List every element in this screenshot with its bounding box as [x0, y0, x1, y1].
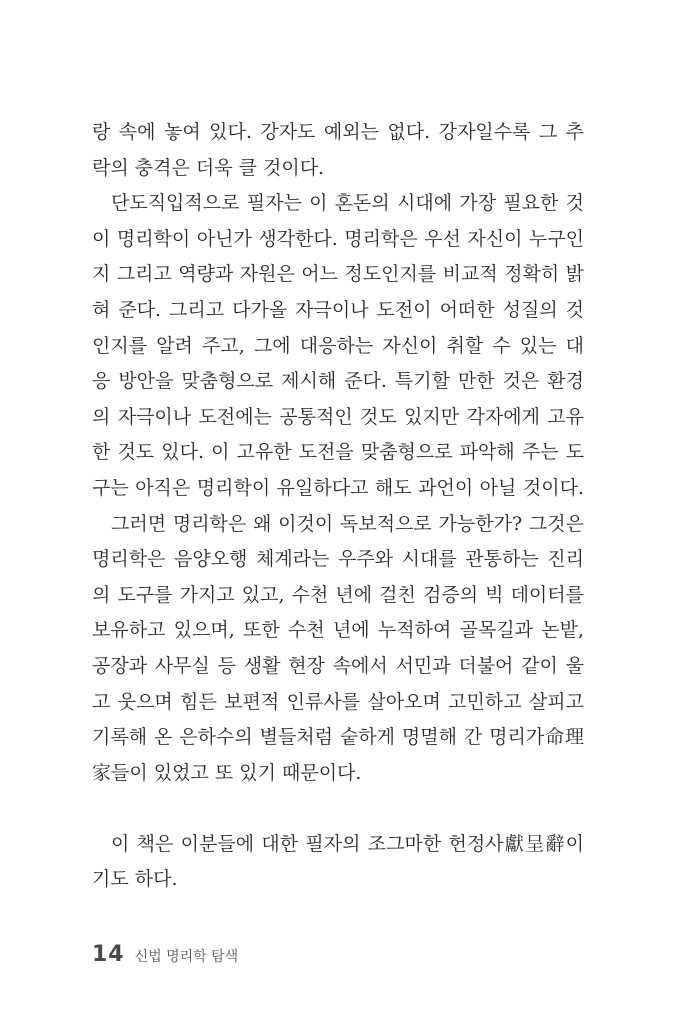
text-line: 구는 아직은 명리학이 유일하다고 해도 과언이 아닐 것이다.	[92, 476, 584, 499]
text-line: 한 것도 있다. 이 고유한 도전을 맞춤형으로 파악해 주는 도	[92, 441, 584, 464]
text-line: 인지를 알려 주고, 그에 대응하는 자신이 취할 수 있는 대	[92, 334, 584, 357]
text-line: 家들이 있었고 또 있기 때문이다.	[92, 761, 362, 784]
text-line: 랑 속에 놓여 있다. 강자도 예외는 없다. 강자일수록 그 추	[92, 121, 584, 143]
text-line: 그러면 명리학은 왜 이것이 독보적으로 가능한가? 그것은	[111, 512, 584, 535]
text-line: 의 자극이나 도전에는 공통적인 것도 있지만 각자에게 고유	[92, 405, 584, 428]
text-line: 락의 충격은 더욱 클 것이다.	[92, 156, 325, 179]
text-line: 기록해 온 은하수의 별들처럼 숱하게 명멸해 간 명리가命理	[92, 726, 584, 749]
text-line: 응 방안을 맞춤형으로 제시해 준다. 특기할 만한 것은 환경	[92, 370, 584, 393]
text-line: 기도 하다.	[92, 868, 178, 891]
text-line: 지 그리고 역량과 자원은 어느 정도인지를 비교적 정확히 밝	[92, 263, 584, 286]
text-line: 고 웃으며 힘든 보편적 인류사를 살아오며 고민하고 살피고	[92, 690, 584, 713]
running-title: 신법 명리학 탐색	[134, 949, 239, 965]
paragraph-gap	[92, 791, 584, 827]
page-number: 14	[92, 942, 125, 967]
text-line: 이 명리학이 아닌가 생각한다. 명리학은 우선 자신이 누구인	[92, 227, 584, 250]
text-line: 보유하고 있으며, 또한 수천 년에 누적하여 골목길과 논밭,	[92, 619, 584, 642]
page-footer	[92, 942, 238, 972]
body-text	[92, 115, 584, 898]
text-line: 의 도구를 가지고 있고, 수천 년에 걸친 검증의 빅 데이터를	[92, 583, 584, 606]
text-line: 공장과 사무실 등 생활 현장 속에서 서민과 더불어 같이 울	[92, 654, 584, 677]
text-line: 단도직입적으로 필자는 이 혼돈의 시대에 가장 필요한 것	[111, 192, 584, 215]
text-line: 혀 준다. 그리고 다가올 자극이나 도전이 어떠한 성질의 것	[92, 298, 584, 321]
text-line: 명리학은 음양오행 체계라는 우주와 시대를 관통하는 진리	[92, 548, 584, 571]
text-line: 이 책은 이분들에 대한 필자의 조그마한 헌정사獻呈辭이	[111, 832, 584, 855]
